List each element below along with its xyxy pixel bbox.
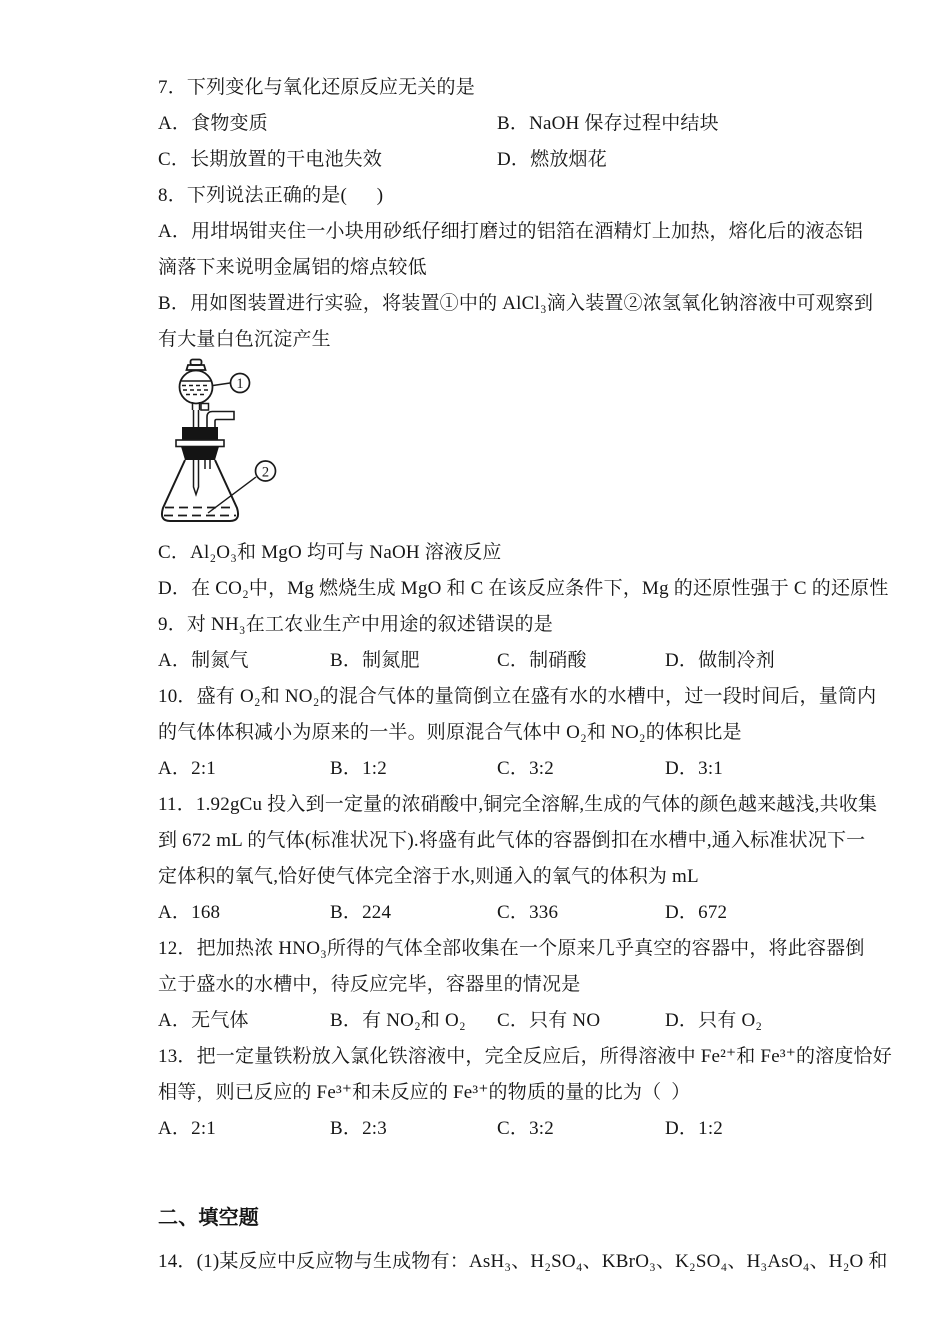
funnel-bulb	[180, 371, 213, 404]
question-14-line-1: 14．(1)某反应中反应物与生成物有：AsH₃、H₂SO₄、KBrO₃、K₂SO₄、H₃AsO₄、H₂O 和	[158, 1251, 888, 1272]
question-8-option-c: C．Al₂O₃和 MgO 均可与 NaOH 溶液反应	[158, 542, 502, 563]
question-10-line-2: 的气体体积减小为原来的一半。则原混合气体中 O₂和 NO₂的体积比是	[158, 722, 742, 743]
question-13-option-c: C．3:2	[497, 1118, 554, 1139]
question-12-option-b: B．有 NO₂和 O₂	[330, 1010, 466, 1031]
section-2-header: 二、填空题	[158, 1207, 259, 1229]
question-9-option-d: D．做制冷剂	[665, 650, 775, 671]
question-7-options-row-1	[158, 106, 808, 142]
tube-stub	[205, 460, 210, 469]
question-11-option-d: D．672	[665, 902, 728, 923]
flask-outline	[162, 460, 238, 521]
question-11-line-2: 到 672 mL 的气体(标准状况下).将盛有此气体的容器倒扣在水槽中,通入标准状况下一	[158, 830, 866, 851]
apparatus-diagram	[158, 358, 298, 530]
question-11-line-1: 11．1.92gCu 投入到一定量的浓硝酸中,铜完全溶解,生成的气体的颜色越来越浅,共收集	[158, 794, 878, 815]
question-13-line-2: 相等，则已反应的 Fe³⁺和未反应的 Fe³⁺的物质的量的比为（ ）	[158, 1082, 691, 1103]
stopper-lower-band	[181, 447, 219, 461]
question-9-title: 9．对 NH₃在工农业生产中用途的叙述错误的是	[158, 614, 553, 635]
question-7-option-c: C．长期放置的干电池失效	[158, 149, 383, 170]
question-12-line-1: 12．把加热浓 HNO₃所得的气体全部收集在一个原来几乎真空的容器中，将此容器倒	[158, 938, 865, 959]
question-11-option-c: C．336	[497, 902, 559, 923]
question-11-line-3: 定体积的氧气,恰好使气体完全溶于水,则通入的氧气的体积为 mL	[158, 866, 699, 887]
question-11-options-row	[158, 895, 808, 931]
stopper-upper-band	[182, 427, 218, 440]
question-9-option-b: B．制氮肥	[330, 650, 420, 671]
funnel-liquid-dashes	[182, 386, 210, 395]
question-13-option-b: B．2:3	[330, 1118, 387, 1139]
question-13-line-1: 13．把一定量铁粉放入氯化铁溶液中，完全反应后，所得溶液中 Fe²⁺和 Fe³⁺的溶度恰好	[158, 1046, 892, 1067]
question-7-option-b: B．NaOH 保存过程中结块	[497, 113, 719, 134]
flask-liquid-dashes	[164, 508, 236, 516]
question-8-option-b-line-2: 有大量白色沉淀产生	[158, 329, 331, 350]
exam-content	[158, 70, 892, 1280]
question-10-option-d: D．3:1	[665, 758, 724, 779]
delivery-tube	[207, 412, 234, 428]
question-12-option-c: C．只有 NO	[497, 1010, 601, 1031]
question-12-option-a: A．无气体	[158, 1010, 249, 1031]
question-9-option-c: C．制硝酸	[497, 650, 587, 671]
question-8-option-d: D．在 CO₂中，Mg 燃烧生成 MgO 和 C 在该反应条件下，Mg 的还原性强于 C 的还原性	[158, 578, 889, 599]
question-13-option-d: D．1:2	[665, 1118, 724, 1139]
question-12-option-d: D．只有 O₂	[665, 1010, 763, 1031]
label-1-pointer	[213, 383, 230, 386]
question-9-options-row	[158, 643, 808, 679]
question-8-option-a-line-2: 滴落下来说明金属铝的熔点较低	[158, 257, 427, 278]
question-12-line-2: 立于盛水的水槽中，待反应完毕，容器里的情况是	[158, 974, 581, 995]
question-10-line-1: 10．盛有 O₂和 NO₂的混合气体的量筒倒立在盛有水的水槽中，过一段时间后，量筒内	[158, 686, 877, 707]
question-12-options-row	[158, 1003, 808, 1039]
question-11-option-b: B．224	[330, 902, 392, 923]
question-9-option-a: A．制氮气	[158, 650, 249, 671]
question-7-options-row-2	[158, 142, 808, 178]
question-10-option-a: A．2:1	[158, 758, 217, 779]
question-10-option-b: B．1:2	[330, 758, 387, 779]
apparatus-figure	[158, 358, 808, 535]
question-8-title: 8．下列说法正确的是( )	[158, 185, 384, 206]
question-11-option-a: A．168	[158, 902, 221, 923]
label-1-number: 1	[236, 376, 244, 392]
label-2-number: 2	[261, 464, 270, 481]
question-8-option-a-line-1: A．用坩埚钳夹住一小块用砂纸仔细打磨过的铝箔在酒精灯上加热，熔化后的液态铝	[158, 221, 864, 242]
question-7-option-a: A．食物变质	[158, 113, 268, 134]
question-7-title: 7．下列变化与氧化还原反应无关的是	[158, 77, 475, 98]
question-13-option-a: A．2:1	[158, 1118, 217, 1139]
diagram-label-1	[213, 374, 250, 393]
question-10-options-row	[158, 751, 808, 787]
flask-rim-band	[176, 440, 224, 447]
funnel-stopcock	[201, 404, 209, 411]
question-13-options-row	[158, 1111, 808, 1147]
funnel-stopper-base	[187, 365, 206, 370]
label-2-pointer	[208, 477, 256, 513]
question-7-option-d: D．燃放烟花	[497, 149, 607, 170]
conical-flask	[162, 460, 238, 521]
question-10-option-c: C．3:2	[497, 758, 554, 779]
question-8-option-b-line-1: B．用如图装置进行实验，将装置①中的 AlCl₃滴入装置②浓氢氧化钠溶液中可观察到	[158, 293, 874, 314]
